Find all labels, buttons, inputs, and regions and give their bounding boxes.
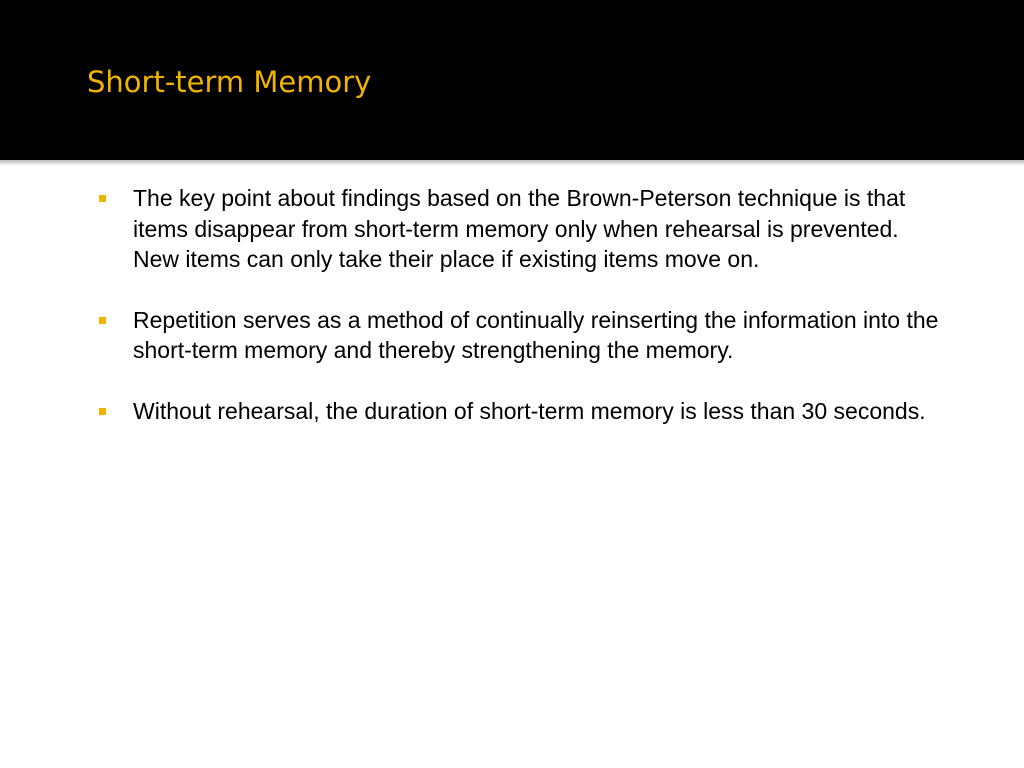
bullet-list <box>98 183 948 456</box>
square-bullet-icon <box>99 408 106 415</box>
bullet-text: Without rehearsal, the duration of short-term memory is less than 30 seconds. <box>133 397 926 424</box>
bullet-item <box>98 305 948 366</box>
square-bullet-icon <box>99 317 106 324</box>
square-bullet-icon <box>99 195 106 202</box>
title-divider <box>0 160 1024 166</box>
bullet-text: Repetition serves as a method of continually reinserting the information into the short-term memory and thereby strengthening the memory. <box>133 306 939 363</box>
bullet-item <box>98 396 948 427</box>
bullet-text: The key point about findings based on the Brown-Peterson technique is that items disappear from short-term memory only when rehearsal is prevented. New items can only take their place if existing items move on. <box>133 185 906 272</box>
slide-title: Short-term Memory <box>87 65 372 99</box>
bullet-item <box>98 183 948 275</box>
title-bar <box>0 0 1024 160</box>
